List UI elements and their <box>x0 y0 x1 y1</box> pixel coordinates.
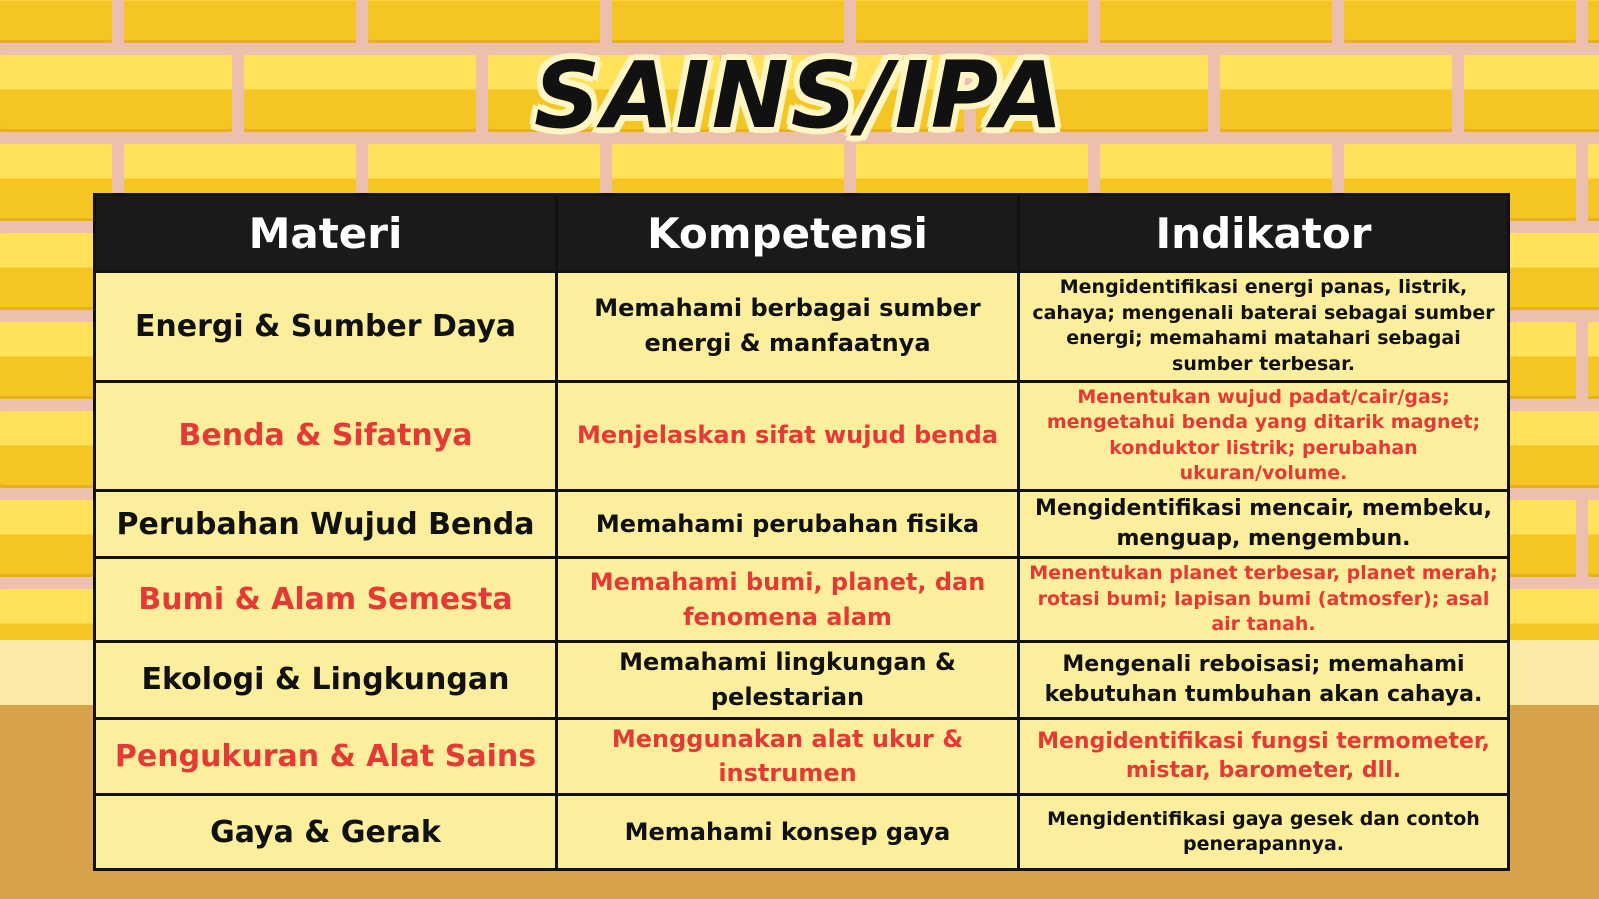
kompetensi-cell: Menggunakan alat ukur & instrumen <box>557 718 1019 795</box>
table-row <box>95 272 1509 382</box>
materi-cell: Pengukuran & Alat Sains <box>95 718 557 795</box>
brick <box>1588 144 1599 221</box>
kompetensi-cell: Memahami bumi, planet, dan fenomena alam <box>557 558 1019 642</box>
brick <box>124 0 356 43</box>
indikator-cell: Mengidentifikasi fungsi termometer, mistar, barometer, dll. <box>1019 718 1509 795</box>
materi-cell: Perubahan Wujud Benda <box>95 491 557 558</box>
materi-cell: Gaya & Gerak <box>95 795 557 870</box>
brick <box>1588 0 1599 43</box>
table-row <box>95 642 1509 719</box>
indikator-cell: Mengenali reboisasi; memahami kebutuhan tumbuhan akan cahaya. <box>1019 642 1509 719</box>
header-kompetensi: Kompetensi <box>557 195 1019 272</box>
table-header-row <box>95 195 1509 272</box>
materi-cell: Benda & Sifatnya <box>95 381 557 491</box>
indikator-cell: Mengidentifikasi energi panas, listrik, cahaya; mengenali baterai sebagai sumber energi; memahami matahari sebagai sumber terbesar. <box>1019 272 1509 382</box>
brick <box>0 0 112 43</box>
table-row <box>95 558 1509 642</box>
materi-cell: Ekologi & Lingkungan <box>95 642 557 719</box>
brick <box>1100 0 1332 43</box>
materi-cell: Energi & Sumber Daya <box>95 272 557 382</box>
sains-ipa-table <box>93 193 1510 871</box>
kompetensi-cell: Menjelaskan sifat wujud benda <box>557 381 1019 491</box>
header-materi: Materi <box>95 195 557 272</box>
brick <box>368 0 600 43</box>
indikator-cell: Mengidentifikasi mencair, membeku, menguap, mengembun. <box>1019 491 1509 558</box>
brick <box>856 0 1088 43</box>
kompetensi-cell: Memahami berbagai sumber energi & manfaatnya <box>557 272 1019 382</box>
kompetensi-cell: Memahami lingkungan & pelestarian <box>557 642 1019 719</box>
table-row <box>95 491 1509 558</box>
brick <box>1588 500 1599 577</box>
table-row <box>95 795 1509 870</box>
table-row <box>95 718 1509 795</box>
brick <box>612 0 844 43</box>
header-indikator: Indikator <box>1019 195 1509 272</box>
kompetensi-cell: Memahami perubahan fisika <box>557 491 1019 558</box>
indikator-cell: Menentukan planet terbesar, planet merah; rotasi bumi; lapisan bumi (atmosfer); asal air tanah. <box>1019 558 1509 642</box>
page-title: SAINS/IPA <box>534 42 1065 149</box>
indikator-cell: Mengidentifikasi gaya gesek dan contoh penerapannya. <box>1019 795 1509 870</box>
indikator-cell: Menentukan wujud padat/cair/gas; mengetahui benda yang ditarik magnet; konduktor listrik; perubahan ukuran/volume. <box>1019 381 1509 491</box>
brick <box>1588 322 1599 399</box>
kompetensi-cell: Memahami konsep gaya <box>557 795 1019 870</box>
materi-cell: Bumi & Alam Semesta <box>95 558 557 642</box>
brick <box>1344 0 1576 43</box>
table-row <box>95 381 1509 491</box>
